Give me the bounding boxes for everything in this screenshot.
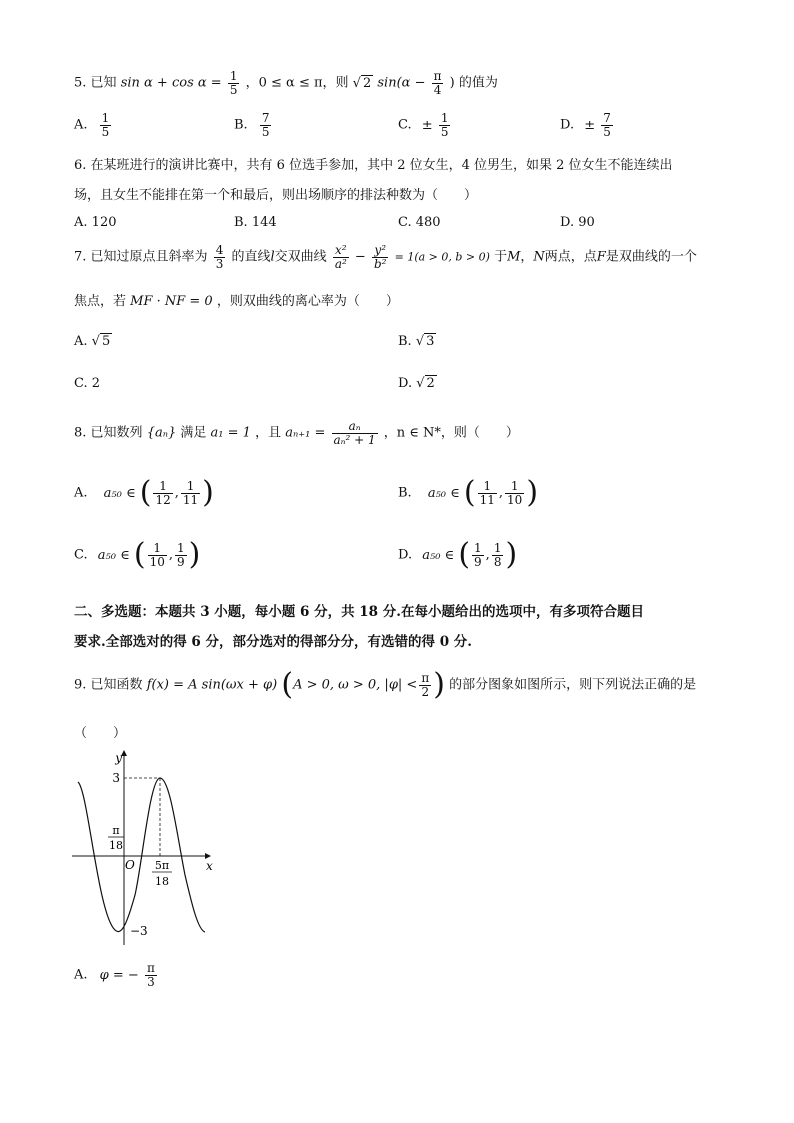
q5-range: ，0 ≤ α ≤ π，则 xyxy=(245,75,349,91)
q5-sqrt2: √ 2 xyxy=(352,75,372,91)
q8-option-b[interactable]: B. a₅₀ ∈ ( $\frac{1}{11}$ , $\frac{1}{10}$ ) xyxy=(398,475,539,510)
q5-prefix: 5. 已知 xyxy=(74,75,117,91)
q5-cond-fraction: $\frac{1}{5}$ xyxy=(229,69,238,97)
q6-option-a[interactable]: A. 120 xyxy=(74,215,117,230)
q6-line1: 6. 在某班进行的演讲比赛中，共有 6 位选手参加，其中 2 位女生，4 位男生，如果 2 位女生不能连续出 xyxy=(74,158,673,173)
q6-option-c[interactable]: C. 480 xyxy=(398,215,441,230)
q8-option-c[interactable]: C. a₅₀ ∈ ( $\frac{1}{10}$ , $\frac{1}{9}$ ) xyxy=(74,537,201,572)
question-5-stem xyxy=(74,70,498,96)
left-tick-num: π xyxy=(112,824,120,837)
q7-option-a[interactable]: A. √ 5 xyxy=(74,334,111,349)
q7-x2-over-a2: $\frac{\text{x²}}{\text{a²}}$ xyxy=(334,243,347,271)
q7-option-d[interactable]: D. √ 2 xyxy=(398,376,435,391)
q6-option-b[interactable]: B. 144 xyxy=(234,215,277,230)
q5-option-d[interactable]: D. ± $\frac{7}{5}$ xyxy=(560,111,611,139)
sine-curve xyxy=(78,778,205,932)
q7-y2-over-b2: $\frac{\text{y²}}{\text{b²}}$ xyxy=(373,243,387,271)
q6-option-d[interactable]: D. 90 xyxy=(560,215,595,230)
y-label: y xyxy=(115,751,122,765)
q7-option-b[interactable]: B. √ 3 xyxy=(398,334,435,349)
q7-line1: 7. 已知过原点且斜率为 $\frac{4}{3}$ 的直线l交双曲线 $\frac{\text{x²}}{\text{a²}}$ − $\frac{\text{y²}}{\text{b²}}$ = 1(a > 0, b > 0) 于M，N两点，点F是双曲线的一个 xyxy=(74,243,697,271)
q5-option-b[interactable]: B. $\frac{7}{5}$ xyxy=(234,111,270,139)
section-2-heading-line2: 要求.全部选对的得 6 分，部分选对的得部分分，有选错的得 0 分. xyxy=(74,634,472,650)
q9-answer-parens: （ ） xyxy=(74,726,127,741)
q5-target: sin(α − xyxy=(377,75,426,91)
q8-stem: 8. 已知数列 {aₙ} 满足 a₁ = 1 ，且 aₙ₊₁ = $\frac{\text{aₙ}}{\text{aₙ² + 1}}$ ，n ∈ N*，则（ ） xyxy=(74,419,519,447)
left-tick-den: 18 xyxy=(109,839,123,852)
q5-pi-over-4: $\frac{\pi}{4}$ xyxy=(433,69,442,97)
section-2-heading-line1: 二、多选题：本题共 3 小题，每小题 6 分，共 18 分.在每小题给出的选项中，有多项符合题目 xyxy=(74,604,644,620)
q5-suffix: ) 的值为 xyxy=(449,75,498,91)
q9-stem: 9. 已知函数 f(x) = A sin(ωx + φ) (A > 0, ω > 0, |φ| < $\frac{\pi}{2}$ ) 的部分图象如图所示，则下列说法正确的是 xyxy=(74,667,697,702)
q9-sine-graph xyxy=(70,745,220,950)
q9-option-a[interactable]: A. φ = − $\frac{\pi}{3}$ xyxy=(74,961,155,989)
q5-condition: sin α + cos α = xyxy=(120,75,222,91)
x-label: x xyxy=(206,859,213,873)
right-tick-num: 5π xyxy=(154,859,170,872)
min-label: −3 xyxy=(130,924,148,938)
q7-option-c[interactable]: C. 2 xyxy=(74,376,101,391)
q8-option-d[interactable]: D. a₅₀ ∈ ( $\frac{1}{9}$ , $\frac{1}{8}$ ) xyxy=(398,537,518,572)
max-label: 3 xyxy=(112,771,120,785)
origin-label: O xyxy=(125,858,135,872)
q5-option-a[interactable]: A. $\frac{1}{5}$ xyxy=(74,111,110,139)
q7-line2: 焦点，若 MF · NF = 0 ，则双曲线的离心率为（ ） xyxy=(74,294,399,309)
q8-option-a[interactable]: A. a₅₀ ∈ ( $\frac{1}{12}$ , $\frac{1}{11}$ ) xyxy=(74,475,214,510)
right-tick-den: 18 xyxy=(155,875,169,888)
q6-line2: 场，且女生不能排在第一个和最后，则出场顺序的排法种数为（ ） xyxy=(74,188,478,203)
q5-option-c[interactable]: C. ± $\frac{1}{5}$ xyxy=(398,111,449,139)
